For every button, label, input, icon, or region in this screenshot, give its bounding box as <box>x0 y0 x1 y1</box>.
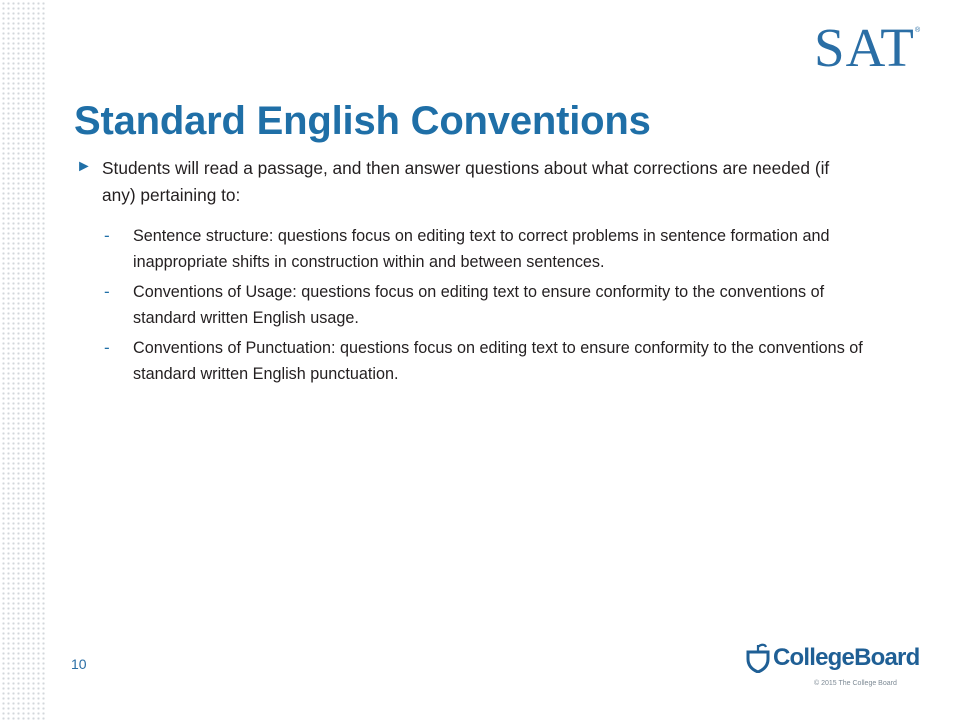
sub-bullet-item <box>104 335 874 387</box>
page-number: 10 <box>71 656 87 672</box>
arrow-bullet-icon: ► <box>76 158 92 175</box>
dash-bullet-icon: - <box>104 338 110 357</box>
copyright-notice: © 2015 The College Board <box>814 680 897 687</box>
sub-bullet-item <box>104 223 874 275</box>
college-board-wordmark: CollegeBoard <box>773 644 920 671</box>
dotted-border-decoration <box>0 0 46 720</box>
registered-mark: ® <box>915 27 921 34</box>
dash-bullet-icon: - <box>104 226 110 245</box>
college-board-logo <box>745 642 919 674</box>
sub-bullet-text: Sentence structure: questions focus on editing text to correct problems in sentence formation and inappropriate shifts in construction within and between sentences. <box>133 227 830 271</box>
lead-bullet-text: Students will read a passage, and then answer questions about what corrections are needed (if any) pertaining to: <box>102 158 830 205</box>
sub-bullet-text: Conventions of Usage: questions focus on editing text to ensure conformity to the conventions of standard written English usage. <box>133 283 825 327</box>
dash-bullet-icon: - <box>104 282 110 301</box>
sub-bullet-item <box>104 279 874 331</box>
sat-logo: SAT <box>814 17 915 78</box>
acorn-shield-icon <box>745 643 771 673</box>
sub-bullet-text: Conventions of Punctuation: questions focus on editing text to ensure conformity to the conventions of standard written English punctuation. <box>133 339 863 383</box>
lead-bullet-item <box>76 155 866 209</box>
slide-title: Standard English Conventions <box>74 99 651 143</box>
